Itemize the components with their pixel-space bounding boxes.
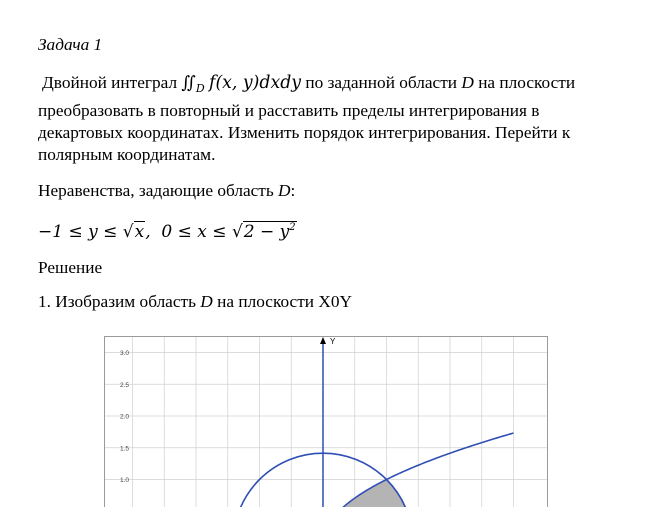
statement-line1-post: по заданной области xyxy=(305,73,458,92)
integrand: f(x, y)dxdy xyxy=(209,73,302,93)
y-tick-label: 1.5 xyxy=(120,445,130,453)
sqrt2-radicand: 2 − y xyxy=(243,222,290,242)
ineq-part1: −1 ≤ y ≤ xyxy=(38,222,123,242)
inequalities-label xyxy=(38,180,628,202)
sqrt-2-minus-y2: $√2 - y^2$ xyxy=(231,222,296,242)
statement-line3: декартовых координатах. Изменить порядок интегрирования. Перейти к xyxy=(38,123,571,142)
region-plot xyxy=(104,336,548,507)
solution-label: Решение xyxy=(38,258,103,277)
sqrt-x: √x xyxy=(122,222,145,242)
y-tick-label: 2.5 xyxy=(120,381,130,389)
inequalities-colon: : xyxy=(290,181,296,200)
y-tick-label: 2.0 xyxy=(120,413,130,421)
statement-line1-end: на плоскости xyxy=(478,73,576,92)
statement-line4: полярным координатам. xyxy=(38,145,216,164)
step1-post: на плоскости X0Y xyxy=(217,292,352,311)
step1-region-symbol: D xyxy=(200,292,213,311)
sqrt2-exponent: 2 xyxy=(289,222,296,233)
statement-line1-pre: Двойной интеграл xyxy=(42,73,178,92)
y-tick-label: 3.0 xyxy=(120,350,130,357)
step1-pre: 1. Изобразим область xyxy=(38,292,196,311)
y-tick-labels xyxy=(120,350,129,484)
inequalities-formula xyxy=(38,217,628,243)
task-title: Задача 1 xyxy=(38,35,103,54)
step1-text xyxy=(38,291,628,313)
statement-line2: преобразовать в повторный и расставить пределы интегрирования в xyxy=(38,101,540,120)
y-tick-label: 1.0 xyxy=(120,477,130,484)
problem-statement xyxy=(38,72,628,166)
plot-grid xyxy=(104,336,548,507)
inequalities-label-text: Неравенства, задающие область xyxy=(38,181,274,200)
inequalities-region-symbol: D xyxy=(278,181,291,200)
sqrt-x-radicand: x xyxy=(134,222,145,242)
ineq-part2: , 0 ≤ x ≤ xyxy=(145,222,232,242)
integral-subscript: D xyxy=(195,82,205,95)
region-d-shading xyxy=(323,480,413,507)
plot-frame xyxy=(105,337,548,507)
y-axis-label: Y xyxy=(330,337,336,346)
region-symbol: D xyxy=(461,73,474,92)
y-axis-arrow xyxy=(320,337,326,344)
double-integral-sign: ∬ xyxy=(181,73,196,93)
